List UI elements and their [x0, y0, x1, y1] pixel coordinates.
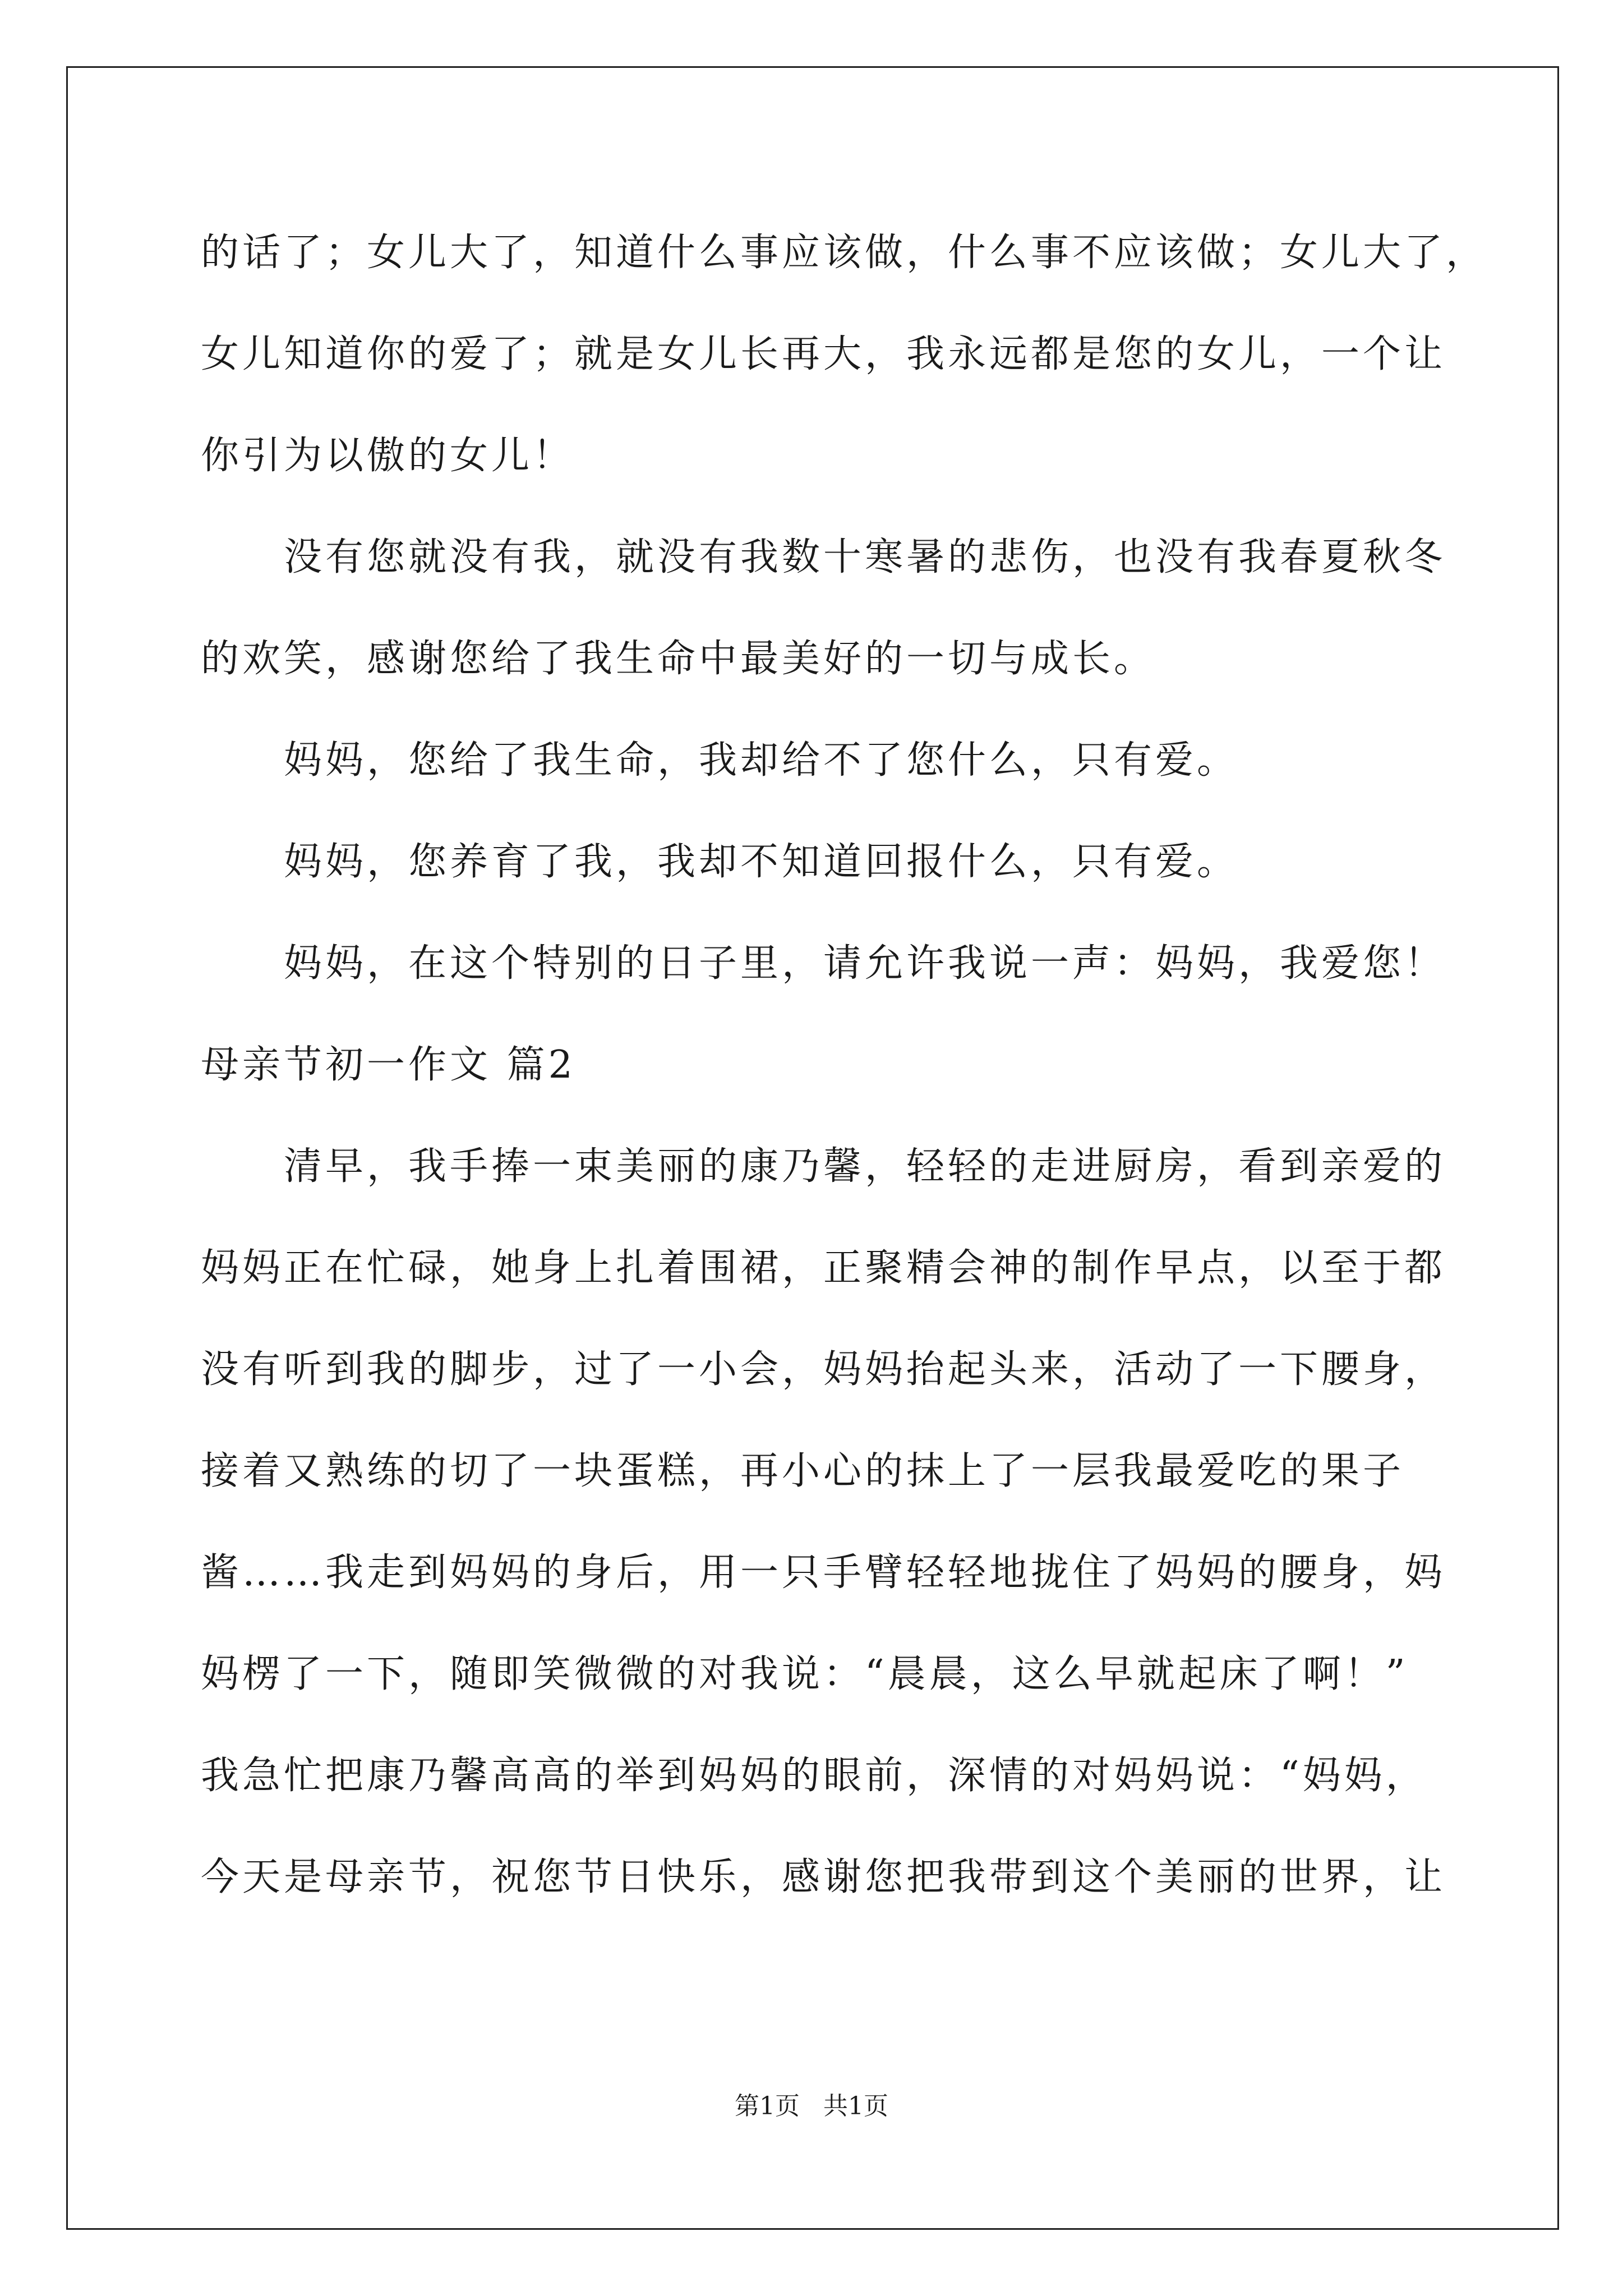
text-line-10: 清早，我手捧一束美丽的康乃馨，轻轻的走进厨房，看到亲爱的 — [284, 1144, 1446, 1189]
text-line-5: 的欢笑，感谢您给了我生命中最美好的一切与成长。 — [201, 637, 1156, 681]
text-line-17: 今天是母亲节，祝您节日快乐，感谢您把我带到这个美丽的世界，让 — [201, 1855, 1446, 1899]
text-line-12: 没有听到我的脚步，过了一小会，妈妈抬起头来，活动了一下腰身， — [201, 1347, 1446, 1392]
text-line-14: 酱……我走到妈妈的身后，用一只手臂轻轻地拢住了妈妈的腰身，妈 — [201, 1550, 1446, 1595]
text-line-4: 没有您就没有我，就没有我数十寒暑的悲伤，也没有我春夏秋冬 — [284, 535, 1446, 579]
text-line-6: 妈妈，您给了我生命，我却给不了您什么，只有爱。 — [284, 738, 1239, 783]
page-number-footer: 第1页 共1页 — [735, 2092, 888, 2120]
text-line-3: 你引为以傲的女儿！ — [201, 434, 575, 478]
text-line-15: 妈楞了一下，随即笑微微的对我说：“晨晨，这么早就起床了啊！” — [201, 1652, 1409, 1696]
text-line-2: 女儿知道你的爱了；就是女儿长再大，我永远都是您的女儿，一个让 — [201, 332, 1446, 376]
text-line-16: 我急忙把康乃馨高高的举到妈妈的眼前，深情的对妈妈说：“妈妈， — [201, 1754, 1427, 1798]
text-line-11: 妈妈正在忙碌，她身上扎着围裙，正聚精会神的制作早点，以至于都 — [201, 1246, 1446, 1290]
text-line-8: 妈妈，在这个特别的日子里，请允许我说一声：妈妈，我爱您！ — [284, 941, 1446, 986]
text-line-1: 的话了；女儿大了，知道什么事应该做，什么事不应该做；女儿大了， — [201, 231, 1488, 275]
text-line-13: 接着又熟练的切了一块蛋糕，再小心的抹上了一层我最爱吃的果子 — [201, 1449, 1405, 1493]
text-line-7: 妈妈，您养育了我，我却不知道回报什么，只有爱。 — [284, 840, 1239, 884]
document-body — [201, 202, 1488, 1928]
section-heading: 母亲节初一作文 篇2 — [201, 1043, 576, 1087]
